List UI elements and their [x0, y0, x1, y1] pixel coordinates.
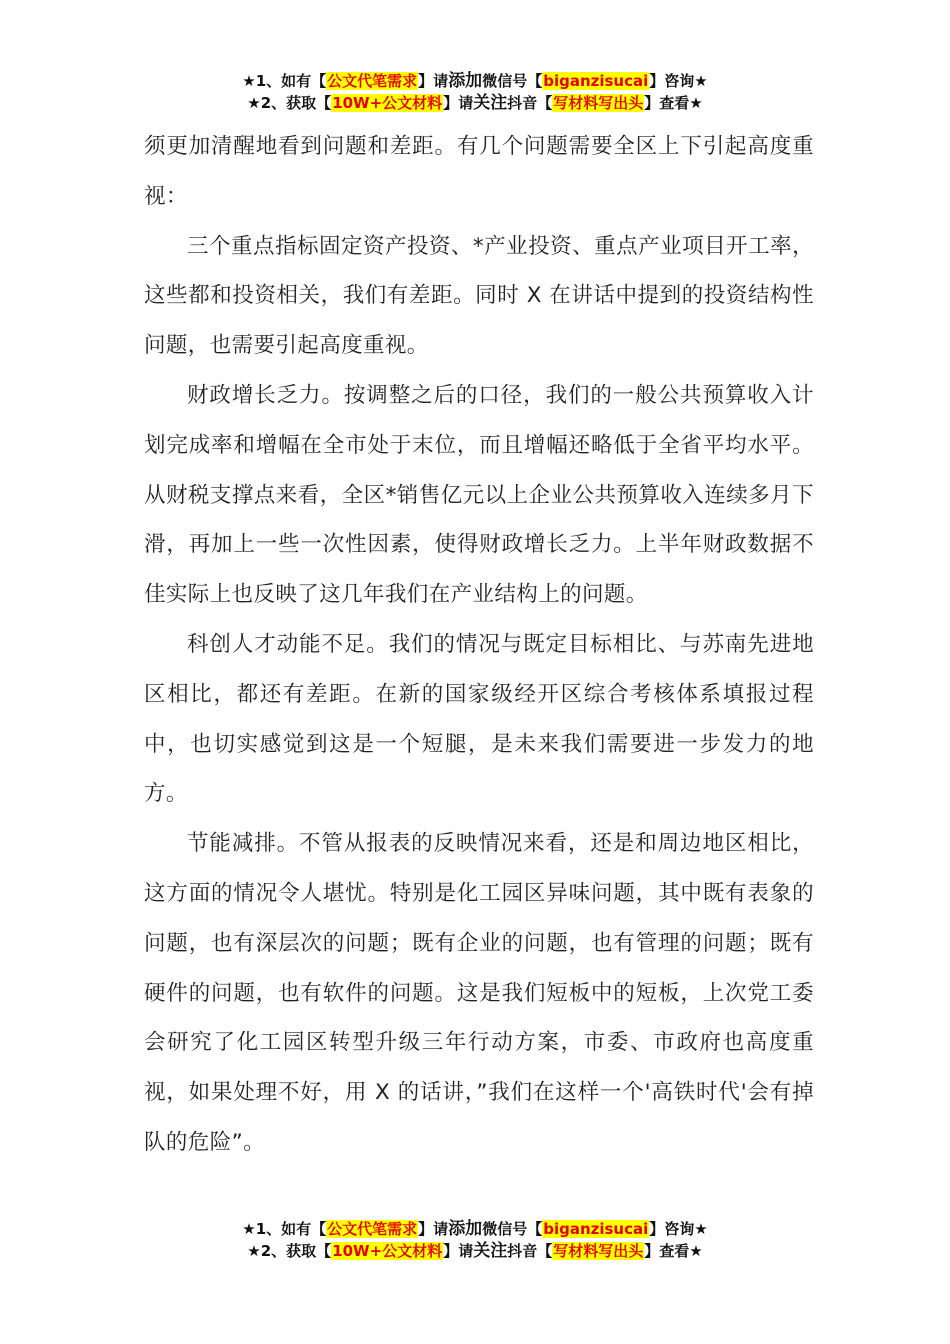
paragraph: 三个重点指标固定资产投资、*产业投资、重点产业项目开工率，这些都和投资相关，我们有差距。同时 X 在讲话中提到的投资结构性问题，也需要引起高度重视。: [144, 233, 814, 359]
banner-emphasis: 添加: [448, 1219, 483, 1239]
banner-text: ★2、获取【: [247, 1242, 332, 1260]
banner-emphasis: 添加: [448, 71, 483, 91]
document-body: [144, 122, 814, 1168]
paragraph: 科创人才动能不足。我们的情况与既定目标相比、与苏南先进地区相比，都还有差距。在新的国家级经开区综合考核体系填报过程中，也切实感觉到这是一个短腿，是未来我们需要进一步发力的地方。: [144, 631, 814, 807]
highlight-douyin: 写材料写出头: [553, 94, 644, 112]
banner-text: 抖音【: [507, 94, 553, 112]
highlight-wechat-id: biganzisucai: [543, 72, 649, 90]
highlight-douyin: 写材料写出头: [553, 1242, 644, 1260]
banner-line-1: [0, 1218, 950, 1240]
banner-line-1: [0, 70, 950, 92]
banner-text: 】请: [418, 1220, 449, 1238]
banner-text: 】查看★: [644, 1242, 703, 1260]
paragraph: 须更加清醒地看到问题和差距。有几个问题需要全区上下引起高度重视：: [144, 134, 814, 209]
banner-text: 微信号【: [482, 1220, 543, 1238]
highlight-materials: 10W+公文材料: [332, 94, 443, 112]
banner-text: 】请: [443, 1242, 474, 1260]
banner-text: 】咨询★: [649, 1220, 708, 1238]
banner-line-2: [0, 1240, 950, 1262]
banner-text: 】请: [443, 94, 474, 112]
paragraph: 财政增长乏力。按调整之后的口径，我们的一般公共预算收入计划完成率和增幅在全市处于末位，而且增幅还略低于全省平均水平。从财税支撑点来看，全区*销售亿元以上企业公共预算收入连续多月下滑，再加上一些一次性因素，使得财政增长乏力。上半年财政数据不佳实际上也反映了这几年我们在产业结构上的问题。: [144, 382, 814, 608]
highlight-service: 公文代笔需求: [327, 72, 418, 90]
banner-text: 】请: [418, 72, 449, 90]
highlight-service: 公文代笔需求: [327, 1220, 418, 1238]
banner-text: ★2、获取【: [247, 94, 332, 112]
banner-text: 】咨询★: [649, 72, 708, 90]
highlight-wechat-id: biganzisucai: [543, 1220, 649, 1238]
banner-text: 抖音【: [507, 1242, 553, 1260]
header-banner: [0, 70, 950, 114]
banner-text: ★1、如有【: [242, 72, 327, 90]
banner-line-2: [0, 92, 950, 114]
paragraph: 节能减排。不管从报表的反映情况来看，还是和周边地区相比，这方面的情况令人堪忧。特别是化工园区异味问题，其中既有表象的问题，也有深层次的问题；既有企业的问题，也有管理的问题；既有硬件的问题，也有软件的问题。这是我们短板中的短板，上次党工委会研究了化工园区转型升级三年行动方案，市委、市政府也高度重视，如果处理不好，用 X 的话讲，”我们在这样一个'高铁时代'会有掉队的危险”。: [144, 831, 814, 1155]
banner-text: 】查看★: [644, 94, 703, 112]
banner-emphasis: 关注: [473, 1241, 508, 1261]
banner-text: 微信号【: [482, 72, 543, 90]
banner-emphasis: 关注: [473, 93, 508, 113]
banner-text: ★1、如有【: [242, 1220, 327, 1238]
highlight-materials: 10W+公文材料: [332, 1242, 443, 1260]
footer-banner: [0, 1218, 950, 1262]
